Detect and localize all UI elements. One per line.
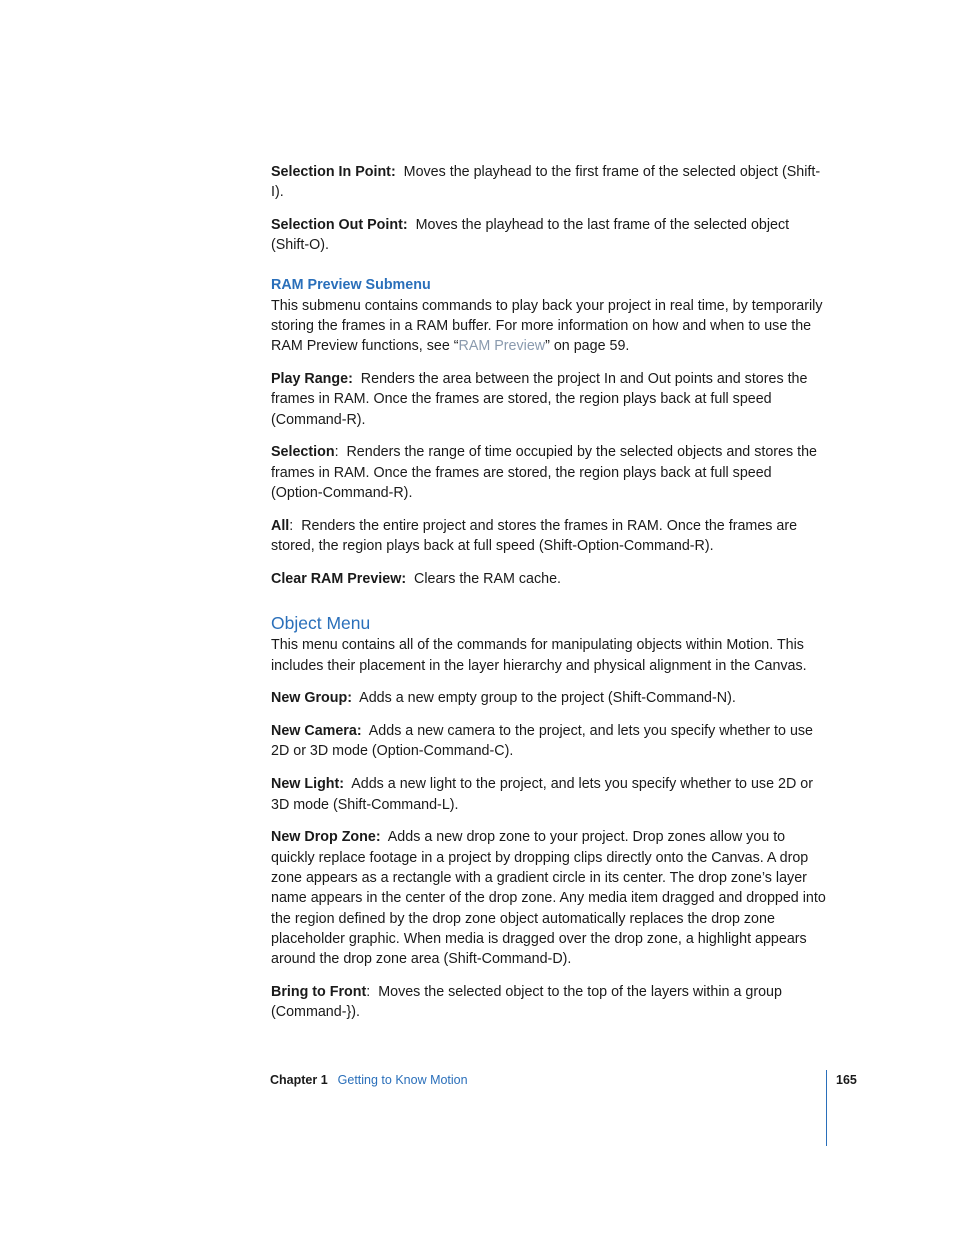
entry-selection-out-point (271, 215, 826, 256)
entry-description: Moves the selected object to the top of the layers within a group (Command-}). (271, 983, 782, 1021)
entry-description: Renders the entire project and stores the frames in RAM. Once the frames are stored, the region plays back at full speed (Shift-Option-Command-R). (271, 517, 798, 555)
entry-selection-in-point (271, 162, 826, 203)
entry-term: Clear RAM Preview: (271, 570, 407, 587)
entry-description: Adds a new drop zone to your project. Drop zones allow you to quickly replace footage in a project by dropping clips directly onto the Canvas. A drop zone appears as a rectangle with a gradient circle in its center. The drop zone’s layer name appears in the center of the drop zone. Any media item dragged and dropped into the region defined by the drop zone object automatically replaces the drop zone placeholder graphic. When media is dragged over the drop zone, a highlight appears around the drop zone area (Shift-Command-D). (271, 829, 826, 968)
entry-term: New Group: (271, 690, 353, 707)
entry-new-light (271, 774, 826, 815)
ram-preview-submenu-heading: RAM Preview Submenu (271, 276, 431, 293)
entry-term: New Light: (271, 776, 345, 793)
entry-term: All (271, 517, 290, 534)
entry-play-range (271, 369, 826, 430)
entry-description: Adds a new light to the project, and lets you specify whether to use 2D or 3D mode (Shift-Command-L). (271, 776, 813, 813)
entry-term: Play Range: (271, 371, 353, 388)
entry-description: Clears the RAM cache. (414, 570, 562, 587)
entry-term: Bring to Front (271, 983, 367, 1000)
entry-description: Moves the playhead to the first frame of the selected object (Shift-I). (271, 164, 821, 201)
entry-all: All: Renders the entire project and stores the frames in RAM. Once the frames are stored, the region plays back at full speed (Shift-Option-Command-R). (271, 517, 798, 555)
entry-bring-to-front: Bring to Front: Moves the selected object to the top of the layers within a group (Command-}). (271, 983, 782, 1021)
entry-term: Selection Out Point: (271, 217, 408, 234)
page-content (271, 162, 826, 1035)
entry-selection: Selection: Renders the range of time occupied by the selected objects and stores the frames in RAM. Once the frames are stored, the region plays back at full speed (Option-Command-R). (271, 444, 817, 502)
entry-description: Adds a new camera to the project, and lets you specify whether to use 2D or 3D mode (Option-Command-C). (271, 723, 813, 760)
ram-preview-intro: This submenu contains commands to play back your project in real time, by temporarily storing the frames in a RAM buffer. For more information on how and when to use the RAM Preview functions, see “RAM Preview” on page 59. (271, 297, 823, 355)
ram-preview-link[interactable]: RAM Preview (458, 338, 546, 355)
entry-description: Renders the area between the project In and Out points and stores the frames in RAM. Once the frames are stored, the region plays back at full speed (Command-R). (271, 371, 808, 428)
entry-term: Selection In Point: (271, 164, 396, 180)
entry-clear-ram-preview (271, 569, 826, 589)
page-footer (270, 1072, 468, 1089)
entry-term: Selection (271, 444, 335, 461)
entry-term: New Camera: (271, 723, 362, 740)
entry-description: Moves the playhead to the last frame of the selected object (Shift-O). (271, 217, 790, 254)
object-menu-heading: Object Menu (271, 613, 371, 634)
entry-new-group (271, 688, 826, 708)
entry-description: Adds a new empty group to the project (Shift-Command-N). (359, 690, 736, 707)
entry-term: New Drop Zone: (271, 829, 381, 846)
entry-new-camera (271, 721, 826, 762)
footer-chapter: Chapter 1 (270, 1073, 328, 1087)
footer-divider (826, 1070, 827, 1146)
page-number: 165 (836, 1073, 857, 1087)
entry-new-drop-zone (271, 827, 826, 969)
footer-chapter-title[interactable]: Getting to Know Motion (337, 1073, 468, 1087)
entry-description: Renders the range of time occupied by the selected objects and stores the frames in RAM. Once the frames are stored, the region plays back at full speed (Option-Command-R). (271, 444, 817, 502)
object-menu-intro: This menu contains all of the commands for manipulating objects within Motion. This includes their placement in the layer hierarchy and physical alignment in the Canvas. (271, 637, 807, 674)
